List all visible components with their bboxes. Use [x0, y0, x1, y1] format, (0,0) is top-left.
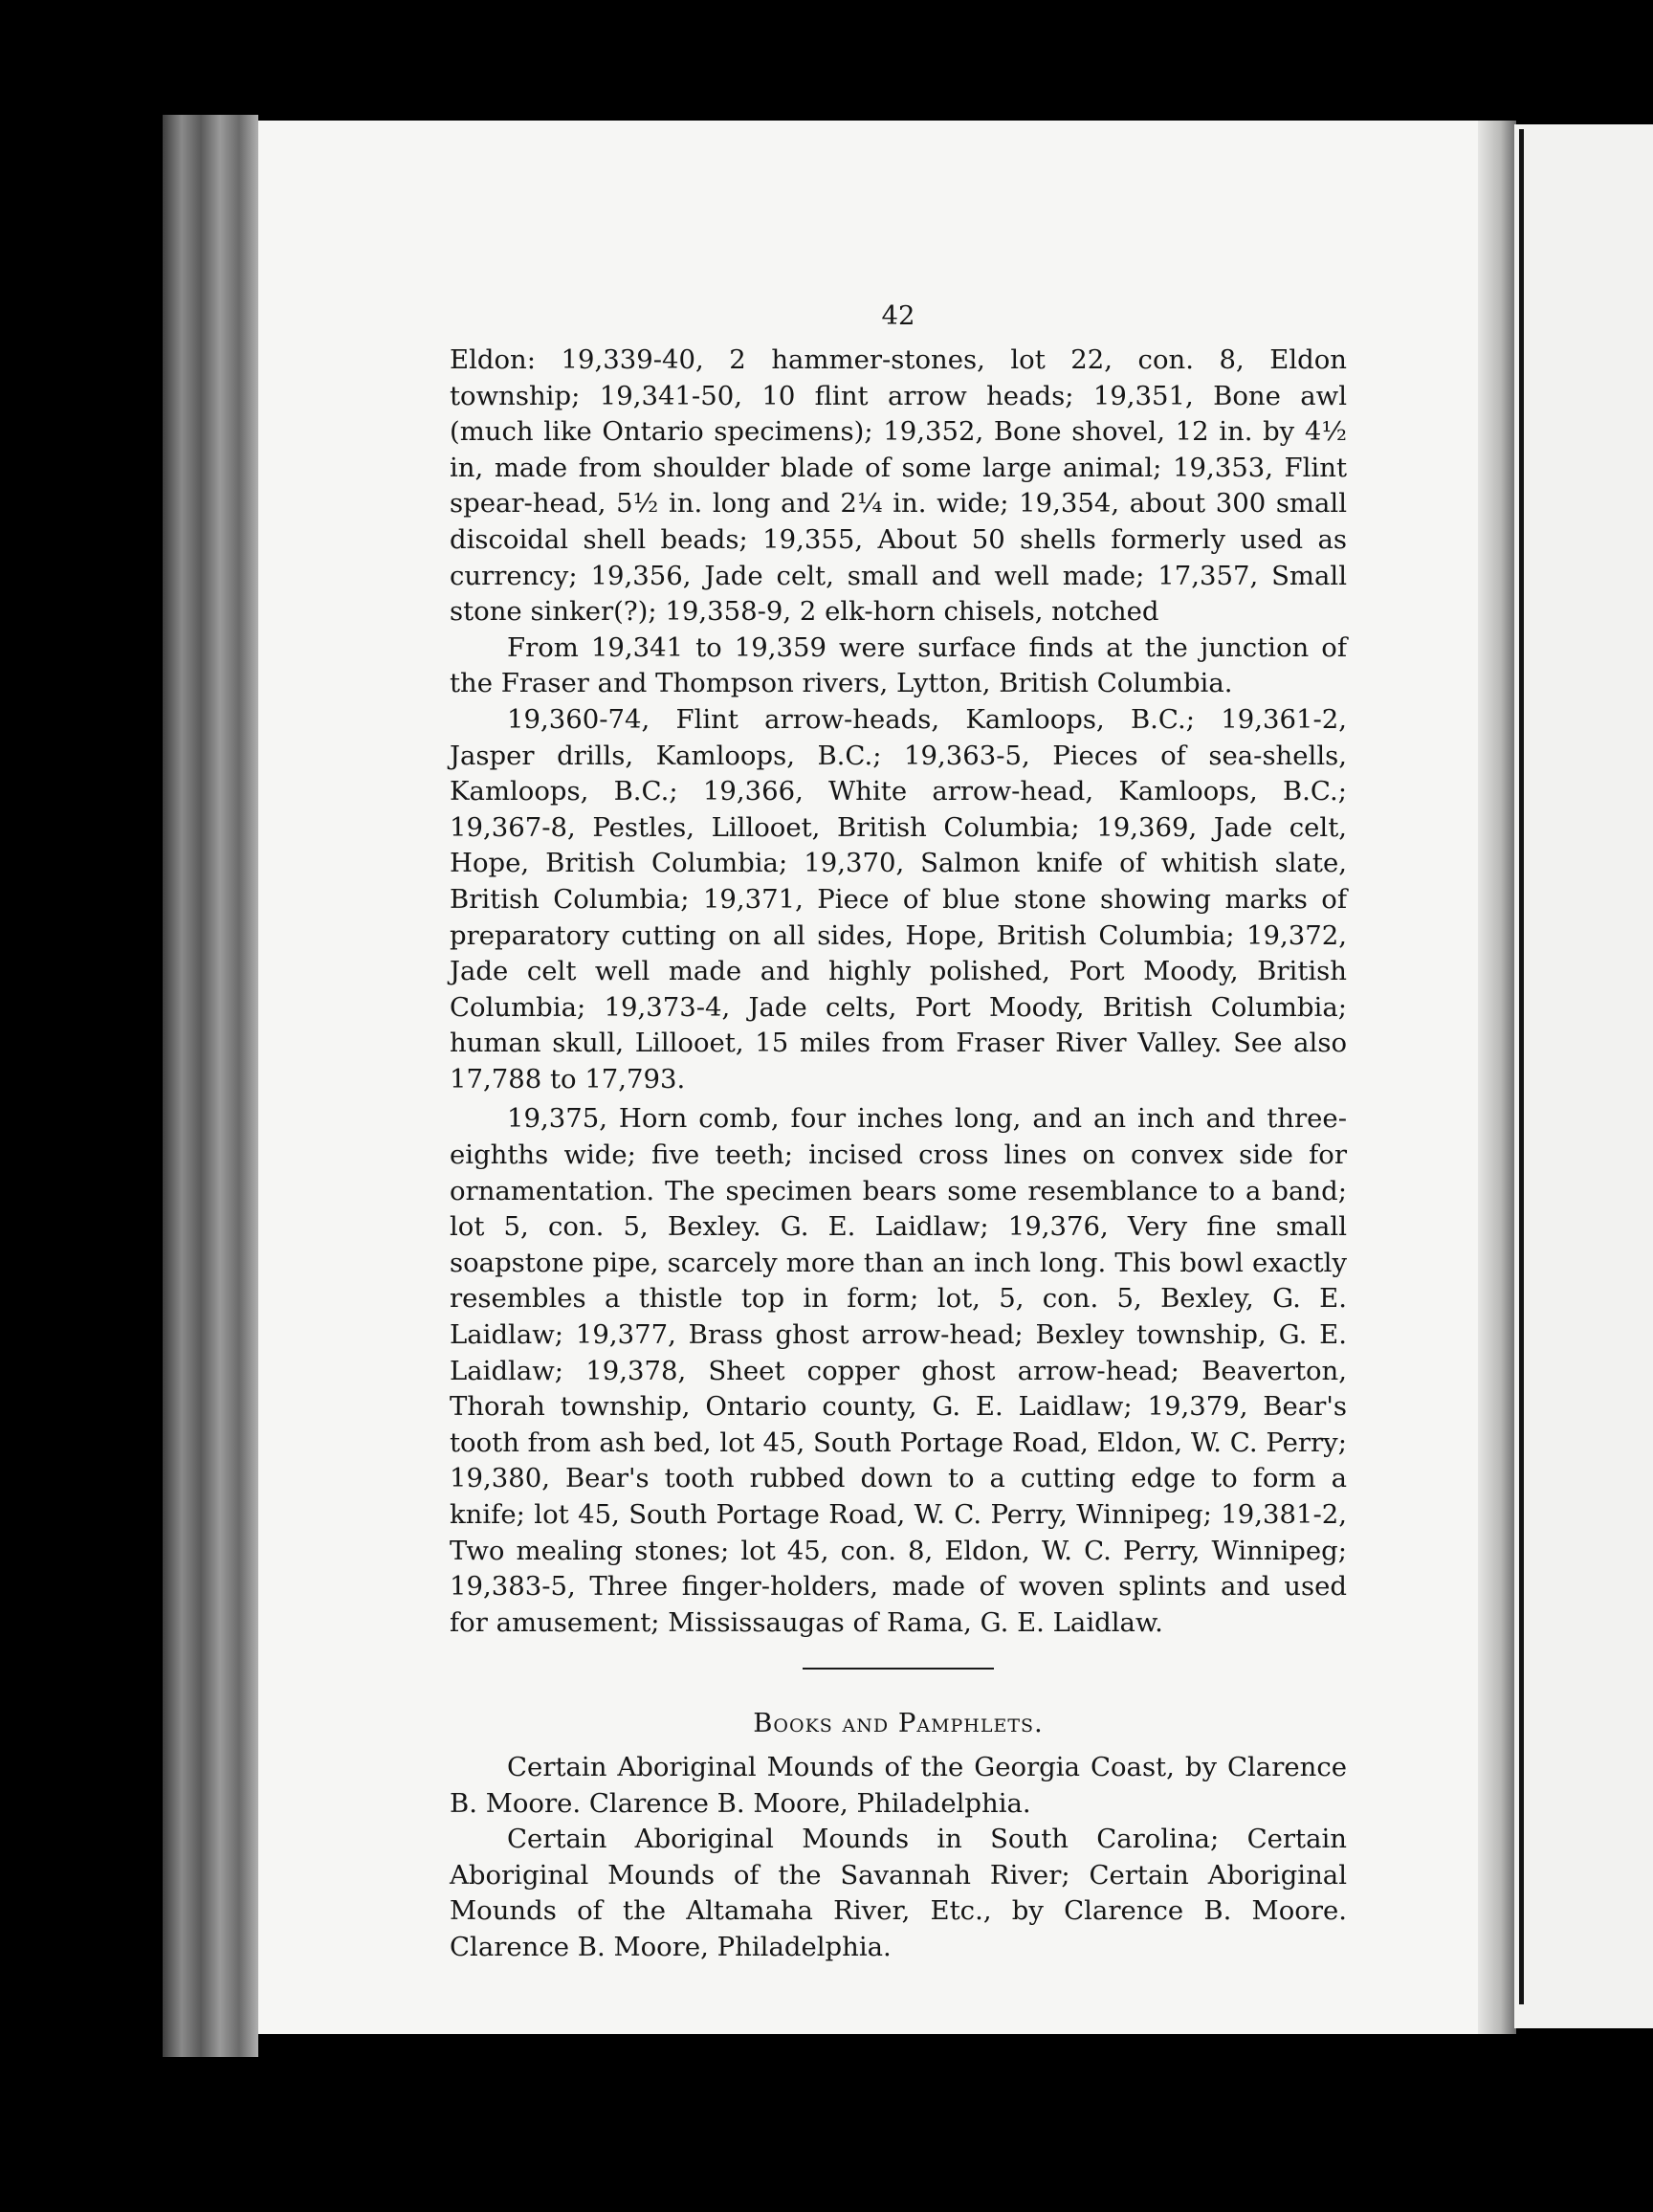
catalogue-paragraph-lytton: From 19,341 to 19,359 were surface finds at the junction of the Fraser and Thompson rivers, Lytton, British Columbia. — [450, 631, 1347, 699]
catalogue-paragraph-british-columbia: 19,360-74, Flint arrow-heads, Kamloops, B.C.; 19,361-2, Jasper drills, Kamloops, B.C.; 19,363-5, Pieces of sea-shells, Kamloops, B.C.; 19,366, White arrow-head, Kamloops, B.C.; 19,367-8, Pestles, Lillooet, British Columbia; 19,369, Jade celt, Hope, British Columbia; 19,370, Salmon knife of whitish slate, British Columbia; 19,371, Piece of blue stone showing marks of preparatory cutting on all sides, Hope, British Columbia; 19,372, Jade celt well made and highly polished, Port Moody, British Columbia; 19,373-4, Jade celts, Port Moody, British Columbia; human skull, Lillooet, 15 miles from Fraser River Valley. See also 17,788 to 17,793. — [450, 703, 1347, 1095]
gutter-shadow — [1478, 121, 1516, 2034]
page-text-block — [450, 299, 1347, 1966]
right-page-sliver — [1514, 124, 1653, 2028]
section-heading: Books and Pamphlets. — [753, 1708, 1044, 1739]
book-page-edges — [163, 115, 258, 2057]
book-entry: Certain Aboriginal Mounds in South Carolina; Certain Aboriginal Mounds of the Savannah River; Certain Aboriginal Mounds of the Altamaha River, Etc., by Clarence B. Moore. Clarence B. Moore, Philadelphia. — [450, 1824, 1347, 1962]
catalogue-paragraph-laidlaw-perry: 19,375, Horn comb, four inches long, and an inch and three-eighths wide; five teeth; incised cross lines on convex side for ornamentation. The specimen bears some resemblance to a band; lot 5, con. 5, Bexley. G. E. Laidlaw; 19,376, Very fine small soapstone pipe, scarcely more than an inch long. This bowl exactly resembles a thistle top in form; lot, 5, con. 5, Bexley, G. E. Laidlaw; 19,377, Brass ghost arrow-head; Bexley township, G. E. Laidlaw; 19,378, Sheet copper ghost arrow-head; Beaverton, Thorah township, Ontario county, G. E. Laidlaw; 19,379, Bear's tooth from ash bed, lot 45, South Portage Road, Eldon, W. C. Perry; 19,380, Bear's tooth rubbed down to a cutting edge to form a knife; lot 45, South Portage Road, W. C. Perry, Winnipeg; 19,381-2, Two mealing stones; lot 45, con. 8, Eldon, W. C. Perry, Winnipeg; 19,383-5, Three finger-holders, made of woven splints and used for amusement; Mississaugas of Rama, G. E. Laidlaw. — [450, 1103, 1347, 1638]
section-divider — [803, 1668, 994, 1670]
right-page-rule — [1519, 129, 1524, 2004]
book-entry: Certain Aboriginal Mounds of the Georgia Coast, by Clarence B. Moore. Clarence B. Moore, Philadelphia. — [450, 1751, 1347, 1819]
catalogue-paragraph-eldon: Eldon: 19,339-40, 2 hammer-stones, lot 22, con. 8, Eldon township; 19,341-50, 10 flint arrow heads; 19,351, Bone awl (much like Ontario specimens); 19,352, Bone shovel, 12 in. by 4½ in, made from shoulder blade of some large animal; 19,353, Flint spear-head, 5½ in. long and 2¼ in. wide; 19,354, about 300 small discoidal shell beads; 19,355, About 50 shells formerly used as currency; 19,356, Jade celt, small and well made; 17,357, Small stone sinker(?); 19,358-9, 2 elk-horn chisels, notched — [450, 344, 1347, 628]
page-number: 42 — [881, 300, 915, 331]
